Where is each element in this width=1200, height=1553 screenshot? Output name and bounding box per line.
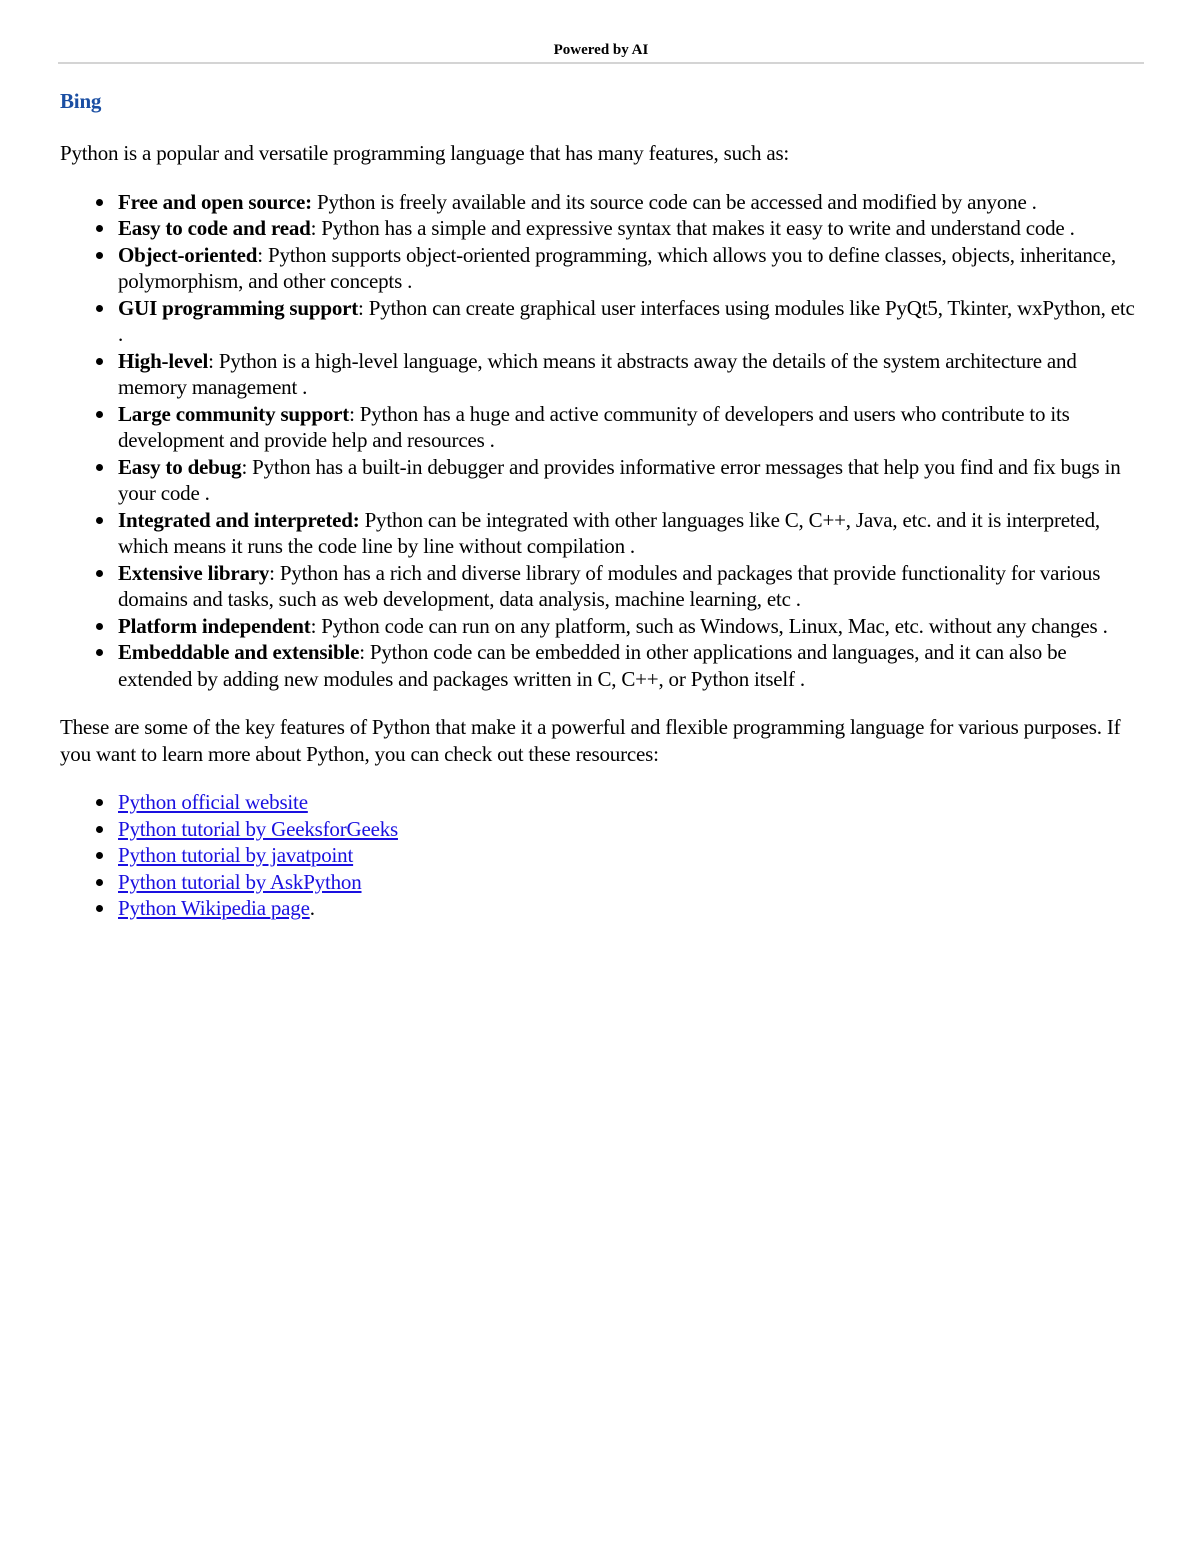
feature-description: Python is freely available and its source code can be accessed and modified by anyone . (311, 189, 1037, 214)
features-list (60, 189, 1142, 693)
feature-description: Python can be integrated with other languages like C, C++, Java, etc. and it is interpreted, which means it runs the code line by line without compilation . (118, 507, 1100, 558)
resource-link-wikipedia[interactable]: Python Wikipedia page (118, 896, 310, 920)
feature-item (118, 215, 1142, 242)
resource-item (118, 789, 1142, 816)
feature-term: Platform independent (118, 613, 311, 638)
resources-list (60, 789, 1142, 922)
feature-term: Object-oriented (118, 242, 258, 267)
feature-term: High-level (118, 348, 209, 373)
feature-item (118, 242, 1142, 295)
feature-description: : Python has a huge and active community of developers and users who contribute to its development and provide help and resources . (118, 401, 1070, 452)
feature-description: : Python has a built-in debugger and provides informative error messages that help you find and fix bugs in your code . (118, 454, 1121, 505)
feature-description: : Python is a high-level language, which means it abstracts away the details of the system architecture and memory management . (118, 348, 1077, 399)
feature-description: : Python can create graphical user interfaces using modules like PyQt5, Tkinter, wxPython, etc . (118, 295, 1135, 346)
resource-link-javatpoint[interactable]: Python tutorial by javatpoint (118, 843, 354, 867)
feature-term: Large community support (118, 401, 350, 426)
resource-item (118, 842, 1142, 869)
feature-item (118, 295, 1142, 348)
header-divider (58, 62, 1144, 64)
page-header: Powered by AI (553, 42, 649, 58)
resource-item (118, 895, 1142, 922)
feature-term: GUI programming support (118, 295, 359, 320)
feature-item (118, 454, 1142, 507)
resource-link-python-official[interactable]: Python official website (118, 790, 308, 814)
feature-term: Integrated and interpreted: (118, 507, 360, 532)
feature-description: : Python code can be embedded in other applications and languages, and it can also be extended by adding new modules and packages written in C, C++, or Python itself . (118, 640, 1067, 691)
feature-item (118, 639, 1142, 692)
resource-link-geeksforgeeks[interactable]: Python tutorial by GeeksforGeeks (118, 816, 398, 841)
resource-item (118, 869, 1142, 896)
feature-item (118, 348, 1142, 401)
feature-term: Embeddable and extensible (118, 640, 360, 664)
outro-paragraph: These are some of the key features of Python that make it a powerful and flexible programming language for various purposes. If you want to learn more about Python, you can check out these resources: (60, 715, 1121, 766)
intro-paragraph: Python is a popular and versatile programming language that has many features, such as: (60, 141, 790, 165)
resource-link-askpython[interactable]: Python tutorial by AskPython (118, 869, 362, 894)
feature-description: : Python supports object-oriented programming, which allows you to define classes, objects, inheritance, polymorphism, and other concepts . (118, 242, 1116, 293)
brand-title: Bing (60, 89, 102, 113)
feature-term: Free and open source: (118, 189, 312, 214)
feature-description: : Python code can run on any platform, such as Windows, Linux, Mac, etc. without any changes . (310, 613, 1108, 638)
feature-term: Easy to code and read (118, 216, 311, 240)
feature-item (118, 507, 1142, 560)
feature-item (118, 613, 1142, 640)
resource-suffix: . (309, 896, 315, 920)
feature-item (118, 401, 1142, 454)
feature-term: Extensive library (118, 560, 270, 585)
feature-description: : Python has a rich and diverse library of modules and packages that provide functionality for various domains and tasks, such as web development, data analysis, machine learning, etc . (118, 560, 1101, 611)
document-body (60, 88, 1142, 922)
resource-item (118, 816, 1142, 843)
feature-item (118, 560, 1142, 613)
feature-description: : Python has a simple and expressive syntax that makes it easy to write and understand code . (310, 216, 1075, 240)
feature-term: Easy to debug (118, 454, 242, 479)
feature-item (118, 189, 1142, 216)
